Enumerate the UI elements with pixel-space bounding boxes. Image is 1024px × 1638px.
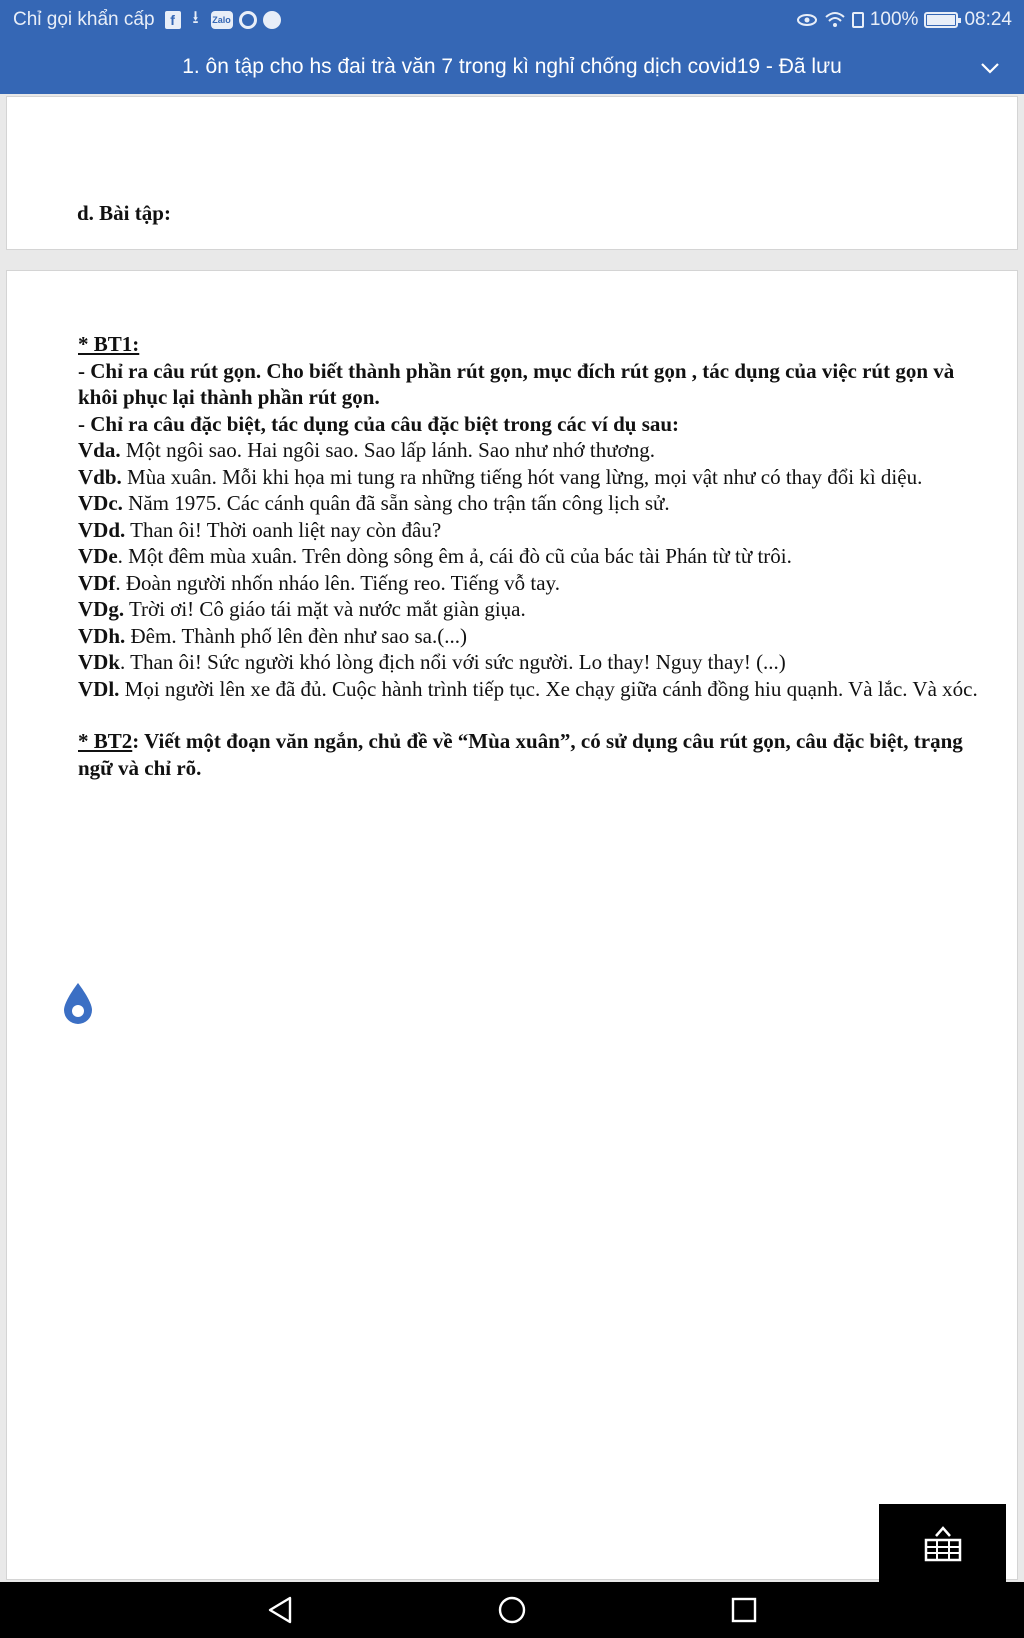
status-bar-right <box>796 9 1012 31</box>
app-bar <box>0 0 1024 94</box>
document-title-bar[interactable] <box>0 40 1024 94</box>
messenger-icon <box>239 11 257 29</box>
wifi-icon <box>824 11 846 29</box>
carrier-text: Chỉ gọi khẩn cấp <box>13 9 155 30</box>
bt2-paragraph <box>78 728 998 781</box>
zalo-icon: Zalo <box>211 11 233 29</box>
example-line: VDc. Năm 1975. Các cánh quân đã sẵn sàng cho trận tấn công lịch sử. <box>78 491 670 515</box>
example-line: VDh. Đêm. Thành phố lên đèn như sao sa.(...) <box>78 623 467 648</box>
bt1-instruction-1: - Chỉ ra câu rút gọn. Cho biết thành phần rút gọn, mục đích rút gọn , tác dụng của việc rút gọn và khôi phục lại thành phần rút gọn. <box>78 358 955 409</box>
example-line: VDf. Đoàn người nhốn nháo lên. Tiếng reo. Tiếng vỗ tay. <box>78 570 560 595</box>
section-heading: d. Bài tập: <box>77 201 171 225</box>
back-button[interactable] <box>264 1594 296 1626</box>
battery-icon <box>924 12 958 28</box>
example-line: VDk. Than ôi! Sức người khó lòng địch nổi với sức người. Lo thay! Nguy thay! (...) <box>78 650 786 674</box>
keyboard-icon <box>918 1524 968 1564</box>
home-icon <box>497 1595 527 1625</box>
status-bar-left <box>13 9 281 31</box>
system-nav-bar <box>0 1582 1024 1638</box>
keyboard-button[interactable] <box>879 1504 1006 1584</box>
bt2-title: * BT2 <box>78 729 133 753</box>
recents-button[interactable] <box>728 1594 760 1626</box>
bt2-text: : Viết một đoạn văn ngắn, chủ đề về “Mùa xuân”, có sử dụng câu rút gọn, câu đặc biệt, trạng ngữ và chỉ rõ. <box>78 729 963 780</box>
example-line: VDg. Trời ơi! Cô giáo tái mặt và nước mắt giàn giụa. <box>78 597 526 621</box>
document-content <box>78 331 998 781</box>
facebook-icon: f <box>165 11 181 29</box>
home-button[interactable] <box>496 1594 528 1626</box>
bt1-instruction-2: - Chỉ ra câu đặc biệt, tác dụng của câu đặc biệt trong các ví dụ sau: <box>78 411 680 436</box>
back-icon <box>266 1595 294 1625</box>
document-page-2 <box>6 270 1018 1580</box>
download-icon: ⭳ <box>192 7 199 27</box>
recents-icon <box>731 1597 757 1623</box>
sim-icon <box>852 12 864 28</box>
eye-icon <box>796 11 818 29</box>
example-line: Vda. Một ngôi sao. Hai ngôi sao. Sao lấp lánh. Sao như nhớ thương. <box>78 438 655 462</box>
bt1-title: * BT1: <box>78 332 140 356</box>
battery-percent: 100% <box>869 9 919 30</box>
document-title: 1. ôn tập cho hs đai trà văn 7 trong kì nghỉ chống dịch covid19 - Đã lưu <box>182 55 842 78</box>
chevron-down-icon[interactable] <box>978 56 1002 80</box>
status-bar <box>0 0 1024 40</box>
example-line: VDe. Một đêm mùa xuân. Trên dòng sông êm ả, cái đò cũ của bác tài Phán từ từ trôi. <box>78 544 792 568</box>
example-line: Vdb. Mùa xuân. Mỗi khi họa mi tung ra những tiếng hót vang lừng, mọi vật như có thay đổi kì diệu. <box>78 464 923 489</box>
example-line: VDd. Than ôi! Thời oanh liệt nay còn đâu? <box>78 517 442 542</box>
example-line: VDl. Mọi người lên xe đã đủ. Cuộc hành trình tiếp tục. Xe chạy giữa cánh đồng hiu quạnh. Và lắc. Và xóc. <box>78 676 978 701</box>
water-drop-icon[interactable] <box>61 981 95 1025</box>
document-page-1 <box>6 96 1018 250</box>
chat-icon <box>263 11 281 29</box>
clock: 08:24 <box>964 9 1012 30</box>
